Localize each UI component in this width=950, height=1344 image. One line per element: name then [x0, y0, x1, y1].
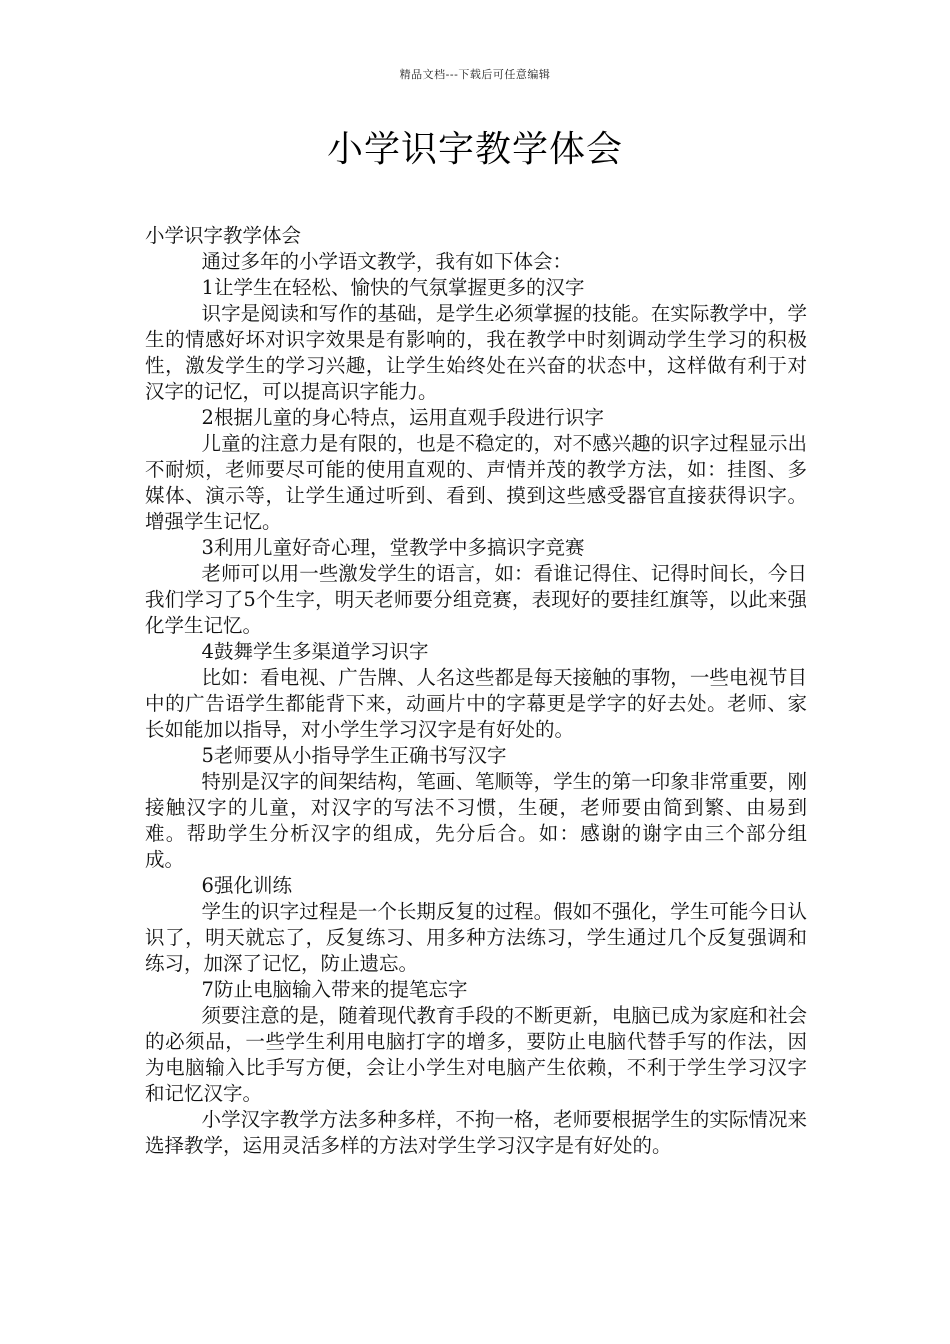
section-body-7: 须要注意的是，随着现代教育手段的不断更新，电脑已成为家庭和社会的必须品，一些学生利用电脑打字的增多，要防止电脑代替手写的作法，因为电脑输入比手写方便，会让小学生对电脑产生依赖，不利于学生学习汉字和记忆汉字。: [145, 1004, 807, 1105]
header-note: 精品文档---下载后可任意编辑: [399, 68, 551, 81]
section-heading-7: 7防止电脑输入带来的提笔忘字: [201, 978, 468, 1001]
body-subtitle: 小学识字教学体会: [145, 224, 302, 247]
document-body: [145, 223, 807, 1159]
conclusion-paragraph: 小学汉字教学方法多种多样，不拘一格，老师要根据学生的实际情况来选择教学，运用灵活多样的方法对学生学习汉字是有好处的。: [145, 1108, 807, 1157]
section-heading-1: 1让学生在轻松、愉快的气氛掌握更多的汉字: [201, 276, 585, 299]
section-body-4: 比如：看电视、广告牌、人名这些都是每天接触的事物，一些电视节目中的广告语学生都能背下来，动画片中的字幕更是学字的好去处。老师、家长如能加以指导，对小学生学习汉字是有好处的。: [145, 666, 807, 741]
section-heading-2: 2根据儿童的身心特点，运用直观手段进行识字: [201, 406, 604, 429]
section-body-2: 儿童的注意力是有限的，也是不稳定的，对不感兴趣的识字过程显示出不耐烦，老师要尽可能的使用直观的、声情并茂的教学方法，如：挂图、多媒体、演示等，让学生通过听到、看到、摸到这些感受器官直接获得识字。增强学生记忆。: [145, 432, 807, 533]
section-body-3: 老师可以用一些激发学生的语言，如：看谁记得住、记得时间长，今日我们学习了5个生字，明天老师要分组竞赛，表现好的要挂红旗等，以此来强化学生记忆。: [145, 562, 807, 637]
document-title: 小学识字教学体会: [326, 129, 623, 170]
section-body-1: 识字是阅读和写作的基础，是学生必须掌握的技能。在实际教学中，学生的情感好坏对识字效果是有影响的，我在教学中时刻调动学生学习的积极性，激发学生的学习兴趣，让学生始终处在兴奋的状态中，这样做有利于对汉字的记忆，可以提高识字能力。: [145, 302, 807, 403]
section-heading-4: 4鼓舞学生多渠道学习识字: [201, 640, 429, 663]
section-heading-3: 3利用儿童好奇心理，堂教学中多搞识字竞赛: [201, 536, 585, 559]
section-heading-6: 6强化训练: [201, 874, 292, 897]
section-heading-5: 5老师要从小指导学生正确书写汉字: [201, 744, 507, 767]
section-body-5: 特别是汉字的间架结构，笔画、笔顺等，学生的第一印象非常重要，刚接触汉字的儿童，对汉字的写法不习惯，生硬，老师要由简到繁、由易到难。帮助学生分析汉字的组成，先分后合。如：感谢的谢字由三个部分组成。: [145, 770, 807, 871]
section-body-6: 学生的识字过程是一个长期反复的过程。假如不强化，学生可能今日认识了，明天就忘了，反复练习、用多种方法练习，学生通过几个反复强调和练习，加深了记忆，防止遗忘。: [145, 900, 807, 975]
intro-paragraph: 通过多年的小学语文教学，我有如下体会：: [201, 250, 573, 273]
